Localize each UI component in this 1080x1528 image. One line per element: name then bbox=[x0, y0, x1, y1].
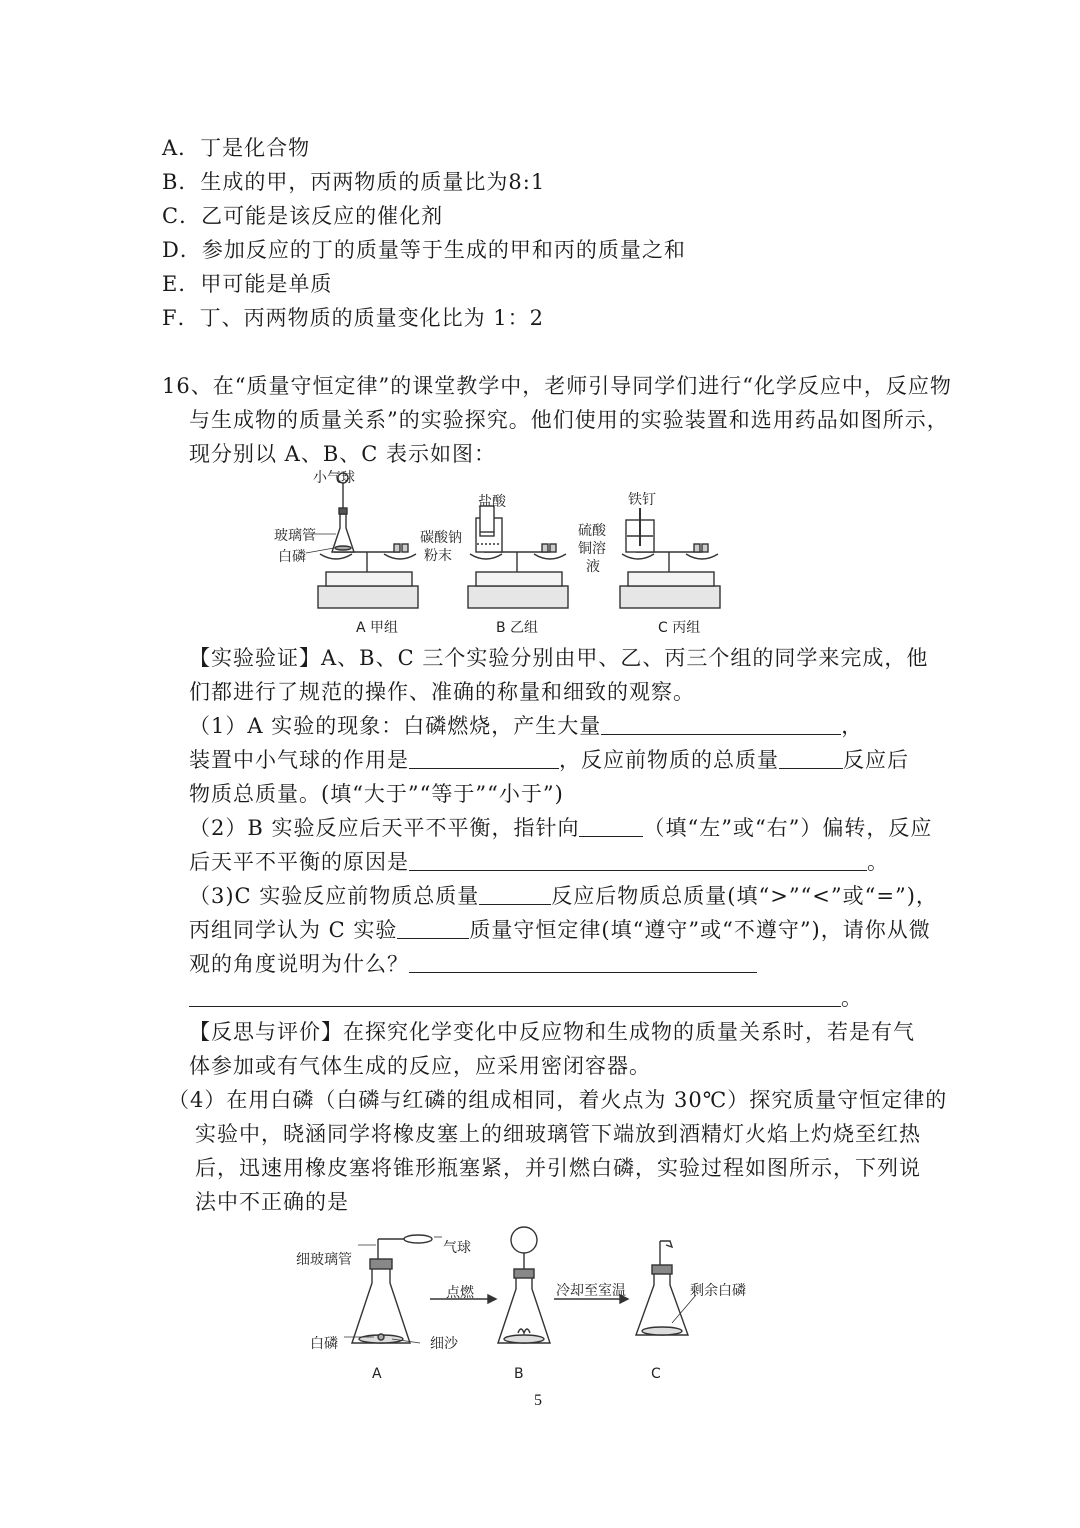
balance-c bbox=[620, 508, 720, 608]
label-cuso4-2: 铜溶 bbox=[578, 541, 606, 557]
part3-line3 bbox=[189, 949, 757, 979]
part3-text-6: 。 bbox=[841, 986, 863, 1010]
caption-flask-b: B bbox=[514, 1366, 524, 1382]
balance-b bbox=[468, 506, 568, 608]
option-c: C．乙可能是该反应的催化剂 bbox=[162, 204, 444, 228]
part3-line1 bbox=[189, 881, 938, 911]
part1-text-2: ， bbox=[841, 714, 864, 738]
label-glass-tube-a: 玻璃管 bbox=[274, 528, 316, 544]
answer-blank-1[interactable] bbox=[601, 712, 841, 735]
verify-line1: 【实验验证】A、B、C 三个实验分别由甲、乙、丙三个组的同学来完成，他 bbox=[189, 646, 929, 670]
label-cuso4-1: 硫酸 bbox=[578, 523, 606, 539]
part2-text-4: 。 bbox=[867, 850, 889, 874]
option-f: F．丁、丙两物质的质量变化比为 1：2 bbox=[162, 306, 544, 330]
part4-line2: 实验中，晓涵同学将橡皮塞上的细玻璃管下端放到酒精灯火焰上灼烧至红热 bbox=[195, 1122, 921, 1146]
label-balloon: 气球 bbox=[443, 1240, 471, 1256]
label-remaining-p: 剩余白磷 bbox=[690, 1283, 746, 1299]
label-sand: 细沙 bbox=[430, 1336, 458, 1352]
caption-c-bing: C 丙组 bbox=[658, 620, 701, 636]
label-na2co3-1: 碳酸钠 bbox=[420, 530, 462, 546]
part1-text-1: （1）A 实验的现象：白磷燃烧，产生大量 bbox=[189, 714, 602, 738]
flask-a bbox=[352, 1235, 432, 1343]
part2-line2 bbox=[189, 847, 889, 877]
part1-line2 bbox=[189, 745, 909, 775]
flask-c bbox=[636, 1241, 688, 1335]
caption-a-jia: A 甲组 bbox=[356, 620, 399, 636]
answer-blank-3[interactable] bbox=[779, 746, 843, 769]
reflect-line2: 体参加或有气体生成的反应，应采用密闭容器。 bbox=[189, 1054, 651, 1078]
balance-a bbox=[306, 473, 418, 608]
part3-text-5: 观的角度说明为什么？ bbox=[189, 952, 409, 976]
label-white-p-a: 白磷 bbox=[278, 549, 306, 565]
q16-intro-line3: 现分别以 A、B、C 表示如图： bbox=[189, 442, 497, 466]
part1-line1 bbox=[189, 711, 863, 741]
part1-text-5: 反应后 bbox=[843, 748, 909, 772]
part1-text-4: ，反应前物质的总质量 bbox=[559, 748, 779, 772]
label-white-p: 白磷 bbox=[310, 1336, 338, 1352]
label-hcl: 盐酸 bbox=[478, 494, 506, 510]
answer-blank-4[interactable] bbox=[579, 814, 643, 837]
answer-blank-8[interactable] bbox=[409, 950, 757, 973]
label-na2co3-2: 粉末 bbox=[424, 548, 452, 564]
part1-text-3: 装置中小气球的作用是 bbox=[189, 748, 409, 772]
answer-blank-9[interactable] bbox=[189, 984, 841, 1007]
part4-line1: （4）在用白磷（白磷与红磷的组成相同，着火点为 30℃）探究质量守恒定律的 bbox=[168, 1088, 948, 1112]
label-cool: 冷却至室温 bbox=[556, 1283, 626, 1299]
flask-b bbox=[498, 1227, 550, 1343]
part2-line1 bbox=[189, 813, 932, 843]
part3-line4 bbox=[189, 983, 863, 1013]
part3-text-4: 质量守恒定律(填“遵守”或“不遵守”)，请你从微 bbox=[469, 918, 931, 942]
caption-flask-c: C bbox=[651, 1366, 661, 1382]
label-nail: 铁钉 bbox=[628, 492, 656, 508]
part2-text-2: （填“左”或“右”）偏转，反应 bbox=[643, 816, 933, 840]
label-thin-tube: 细玻璃管 bbox=[296, 1252, 352, 1268]
part1-line3: 物质总质量。(填“大于”“等于”“小于”) bbox=[189, 782, 564, 806]
answer-blank-5[interactable] bbox=[409, 848, 867, 871]
part3-line2 bbox=[189, 915, 931, 945]
part3-text-1: （3)C 实验反应前物质总质量 bbox=[189, 884, 480, 908]
caption-b-yi: B 乙组 bbox=[496, 620, 539, 636]
option-e: E．甲可能是单质 bbox=[162, 272, 333, 296]
page-number: 5 bbox=[534, 1392, 542, 1409]
part3-text-3: 丙组同学认为 C 实验 bbox=[189, 918, 398, 942]
part4-line3: 后，迅速用橡皮塞将锥形瓶塞紧，并引燃白磷，实验过程如图所示，下列说 bbox=[195, 1156, 921, 1180]
label-balloon-a: 小气球 bbox=[313, 470, 355, 486]
answer-blank-6[interactable] bbox=[479, 882, 551, 905]
label-ignite: 点燃 bbox=[446, 1285, 474, 1301]
part4-line4: 法中不正确的是 bbox=[195, 1190, 349, 1214]
q16-intro-line2: 与生成物的质量关系”的实验探究。他们使用的实验装置和选用药品如图所示， bbox=[189, 408, 949, 432]
option-a: A．丁是化合物 bbox=[162, 136, 311, 160]
reflect-line1: 【反思与评价】在探究化学变化中反应物和生成物的质量关系时，若是有气 bbox=[189, 1020, 915, 1044]
verify-line2: 们都进行了规范的操作、准确的称量和细致的观察。 bbox=[189, 680, 695, 704]
label-cuso4-3: 液 bbox=[586, 559, 600, 575]
part2-text-1: （2）B 实验反应后天平不平衡，指针向 bbox=[189, 816, 580, 840]
part2-text-3: 后天平不平衡的原因是 bbox=[189, 850, 409, 874]
q16-intro-line1: 16、在“质量守恒定律”的课堂教学中，老师引导同学们进行“化学反应中，反应物 bbox=[162, 374, 952, 398]
answer-blank-7[interactable] bbox=[397, 916, 469, 939]
caption-flask-a: A bbox=[372, 1366, 382, 1382]
part3-text-2: 反应后物质总质量(填“>”“<”或“=”)， bbox=[551, 884, 938, 908]
option-d: D．参加反应的丁的质量等于生成的甲和丙的质量之和 bbox=[162, 238, 686, 262]
answer-blank-2[interactable] bbox=[409, 746, 559, 769]
option-b: B．生成的甲，丙两物质的质量比为8:1 bbox=[162, 170, 546, 194]
